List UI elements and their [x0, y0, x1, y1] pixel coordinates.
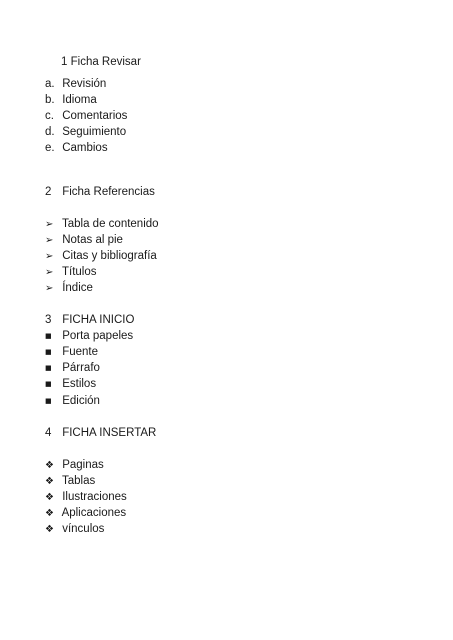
list-item-text: Idioma [62, 94, 97, 106]
list-item [45, 77, 106, 91]
list-item-text: Edición [62, 395, 100, 407]
list-item [45, 141, 108, 155]
section-4-heading [45, 426, 156, 440]
section-title: FICHA INSERTAR [62, 427, 157, 439]
list-item-text: Ilustraciones [62, 491, 127, 503]
section-number: 4 [45, 427, 52, 439]
list-item [45, 474, 95, 488]
list-letter: a. [45, 78, 55, 90]
section-title: Ficha Revisar [70, 56, 141, 68]
list-item [45, 249, 157, 263]
list-item [45, 109, 127, 123]
list-item [45, 281, 93, 295]
list-item [45, 506, 126, 520]
arrow-bullet-icon: ➢ [45, 235, 54, 246]
diamond-bullet-icon: ❖ [45, 492, 54, 503]
list-item [45, 394, 100, 408]
list-letter: d. [45, 126, 55, 138]
list-item [45, 522, 104, 536]
list-item-text: Estilos [62, 378, 97, 390]
list-item-text: Fuente [62, 346, 99, 358]
list-item [45, 361, 100, 375]
list-item [45, 377, 96, 391]
list-item [45, 345, 98, 359]
list-item-text: vínculos [62, 523, 105, 535]
list-letter: b. [45, 94, 55, 106]
arrow-bullet-icon: ➢ [45, 219, 54, 230]
list-item [45, 217, 159, 231]
square-bullet-icon: ■ [45, 380, 52, 388]
list-item-text: Tablas [62, 475, 96, 487]
list-item [45, 265, 97, 279]
diamond-bullet-icon: ❖ [45, 476, 54, 487]
list-item [45, 490, 127, 504]
square-bullet-icon: ■ [45, 397, 52, 405]
section-number: 2 [45, 186, 52, 198]
list-item-text: Tabla de contenido [62, 218, 159, 230]
list-item-text: Índice [62, 282, 93, 294]
list-item-text: Comentarios [62, 110, 128, 122]
diamond-bullet-icon: ❖ [45, 524, 54, 535]
diamond-bullet-icon: ❖ [45, 508, 54, 519]
section-title: Ficha Referencias [62, 186, 155, 198]
list-item-text: Paginas [62, 459, 104, 471]
list-item-text: Párrafo [62, 362, 100, 374]
list-item-text: Títulos [62, 266, 97, 278]
section-2-heading [45, 185, 155, 199]
list-item-text: Aplicaciones [61, 507, 127, 519]
list-item-text: Citas y bibliografía [62, 250, 157, 262]
square-bullet-icon: ■ [45, 348, 52, 356]
section-3-heading [45, 313, 134, 327]
list-item-text: Seguimiento [62, 126, 127, 138]
list-letter: c. [45, 110, 54, 122]
list-item [45, 125, 126, 139]
diamond-bullet-icon: ❖ [45, 460, 54, 471]
arrow-bullet-icon: ➢ [45, 267, 54, 278]
list-letter: e. [45, 142, 55, 154]
arrow-bullet-icon: ➢ [45, 251, 54, 262]
list-item [45, 329, 133, 343]
list-item [45, 233, 123, 247]
square-bullet-icon: ■ [45, 364, 52, 372]
arrow-bullet-icon: ➢ [45, 283, 54, 294]
list-item [45, 93, 97, 107]
section-1-heading [61, 55, 141, 69]
section-title: FICHA INICIO [62, 314, 135, 326]
list-item [45, 458, 104, 472]
square-bullet-icon: ■ [45, 332, 52, 340]
list-item-text: Revisión [62, 78, 107, 90]
list-item-text: Notas al pie [62, 234, 123, 246]
list-item-text: Cambios [62, 142, 108, 154]
section-number: 1 [61, 56, 68, 68]
list-item-text: Porta papeles [62, 330, 134, 342]
section-number: 3 [45, 314, 52, 326]
